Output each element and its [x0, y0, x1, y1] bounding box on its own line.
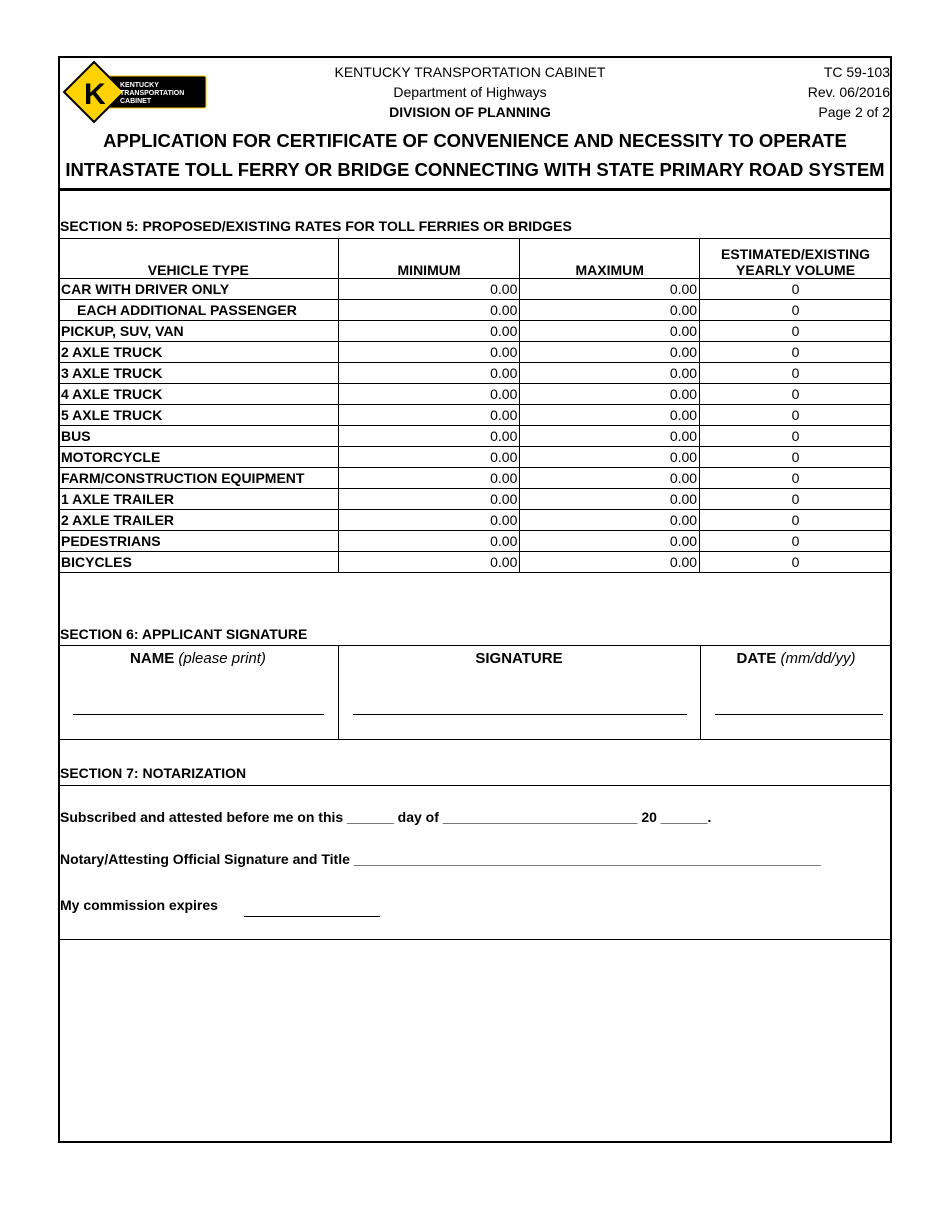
maximum-cell[interactable]: 0.00 [520, 300, 700, 321]
minimum-cell[interactable]: 0.00 [338, 321, 520, 342]
subscribed-statement[interactable]: Subscribed and attested before me on this ______ day of _________________________ 20 ______. [60, 809, 712, 825]
table-row [59, 510, 892, 531]
name-field[interactable] [73, 714, 324, 715]
table-row [59, 426, 892, 447]
volume-cell[interactable]: 0 [700, 300, 892, 321]
table-row [59, 447, 892, 468]
vehicle-type-cell: FARM/CONSTRUCTION EQUIPMENT [59, 468, 339, 489]
svg-text:KENTUCKY: KENTUCKY [120, 82, 159, 89]
volume-cell[interactable]: 0 [700, 531, 892, 552]
vehicle-type-cell: BUS [59, 426, 339, 447]
minimum-cell[interactable]: 0.00 [338, 447, 520, 468]
vehicle-type-cell: 4 AXLE TRUCK [59, 384, 339, 405]
table-row [59, 489, 892, 510]
col-minimum: MINIMUM [338, 239, 520, 279]
volume-cell[interactable]: 0 [700, 342, 892, 363]
maximum-cell[interactable]: 0.00 [520, 510, 700, 531]
signature-label: SIGNATURE [475, 650, 563, 667]
form-title-line2: INTRASTATE TOLL FERRY OR BRIDGE CONNECTING WITH STATE PRIMARY ROAD SYSTEM [65, 159, 885, 180]
table-row [59, 279, 892, 300]
minimum-cell[interactable]: 0.00 [338, 552, 520, 573]
volume-cell[interactable]: 0 [700, 447, 892, 468]
svg-text:CABINET: CABINET [120, 98, 152, 105]
vehicle-type-cell: CAR WITH DRIVER ONLY [59, 279, 339, 300]
maximum-cell[interactable]: 0.00 [520, 552, 700, 573]
table-row [59, 342, 892, 363]
maximum-cell[interactable]: 0.00 [520, 321, 700, 342]
commission-expires-field[interactable] [244, 916, 380, 917]
form-number: TC 59-103 [823, 64, 890, 80]
maximum-cell[interactable]: 0.00 [520, 363, 700, 384]
agency-name: KENTUCKY TRANSPORTATION CABINET [334, 64, 606, 80]
svg-text:K: K [84, 78, 106, 111]
table-row [59, 531, 892, 552]
section5-heading: SECTION 5: PROPOSED/EXISTING RATES FOR TOLL FERRIES OR BRIDGES [60, 218, 572, 234]
volume-cell[interactable]: 0 [700, 405, 892, 426]
minimum-cell[interactable]: 0.00 [338, 279, 520, 300]
maximum-cell[interactable]: 0.00 [520, 384, 700, 405]
minimum-cell[interactable]: 0.00 [338, 489, 520, 510]
signature-field[interactable] [353, 714, 687, 715]
table-row [59, 384, 892, 405]
col-volume: ESTIMATED/EXISTING YEARLY VOLUME [700, 239, 892, 279]
volume-cell[interactable]: 0 [700, 552, 892, 573]
form-title-line1: APPLICATION FOR CERTIFICATE OF CONVENIENCE AND NECESSITY TO OPERATE [103, 130, 847, 151]
name-label: NAME (please print) [130, 650, 266, 667]
revision: Rev. 06/2016 [807, 84, 890, 100]
notary-signature-line[interactable]: Notary/Attesting Official Signature and Title ____________________________________________________________ [60, 851, 821, 867]
vehicle-type-cell: 2 AXLE TRAILER [59, 510, 339, 531]
kytc-logo [62, 60, 212, 124]
table-row [59, 321, 892, 342]
vehicle-type-cell: PICKUP, SUV, VAN [59, 321, 339, 342]
rates-table [58, 238, 892, 573]
division-name: DIVISION OF PLANNING [389, 104, 551, 120]
volume-cell[interactable]: 0 [700, 384, 892, 405]
maximum-cell[interactable]: 0.00 [520, 405, 700, 426]
minimum-cell[interactable]: 0.00 [338, 468, 520, 489]
date-label: DATE (mm/dd/yy) [736, 650, 856, 667]
maximum-cell[interactable]: 0.00 [520, 489, 700, 510]
minimum-cell[interactable]: 0.00 [338, 342, 520, 363]
table-row [59, 363, 892, 384]
maximum-cell[interactable]: 0.00 [520, 468, 700, 489]
volume-cell[interactable]: 0 [700, 510, 892, 531]
section7-heading: SECTION 7: NOTARIZATION [60, 765, 247, 781]
table-row [59, 468, 892, 489]
maximum-cell[interactable]: 0.00 [520, 426, 700, 447]
volume-cell[interactable]: 0 [700, 468, 892, 489]
col-maximum: MAXIMUM [520, 239, 700, 279]
minimum-cell[interactable]: 0.00 [338, 300, 520, 321]
volume-cell[interactable]: 0 [700, 279, 892, 300]
section6-heading: SECTION 6: APPLICANT SIGNATURE [60, 626, 308, 642]
vehicle-type-cell: MOTORCYCLE [59, 447, 339, 468]
commission-expires-label: My commission expires [60, 897, 218, 913]
col-vehicle-type: VEHICLE TYPE [59, 239, 339, 279]
page-number: Page 2 of 2 [818, 104, 890, 120]
maximum-cell[interactable]: 0.00 [520, 279, 700, 300]
minimum-cell[interactable]: 0.00 [338, 384, 520, 405]
volume-cell[interactable]: 0 [700, 321, 892, 342]
volume-cell[interactable]: 0 [700, 363, 892, 384]
department-name: Department of Highways [393, 84, 547, 100]
vehicle-type-cell: BICYCLES [59, 552, 339, 573]
table-row [59, 552, 892, 573]
table-row [59, 405, 892, 426]
vehicle-type-cell: 2 AXLE TRUCK [59, 342, 339, 363]
minimum-cell[interactable]: 0.00 [338, 531, 520, 552]
minimum-cell[interactable]: 0.00 [338, 405, 520, 426]
vehicle-type-cell: 3 AXLE TRUCK [59, 363, 339, 384]
table-row [59, 300, 892, 321]
vehicle-type-cell: EACH ADDITIONAL PASSENGER [59, 300, 339, 321]
maximum-cell[interactable]: 0.00 [520, 531, 700, 552]
minimum-cell[interactable]: 0.00 [338, 426, 520, 447]
svg-text:TRANSPORTATION: TRANSPORTATION [120, 90, 185, 97]
vehicle-type-cell: 1 AXLE TRAILER [59, 489, 339, 510]
volume-cell[interactable]: 0 [700, 489, 892, 510]
vehicle-type-cell: 5 AXLE TRUCK [59, 405, 339, 426]
volume-cell[interactable]: 0 [700, 426, 892, 447]
minimum-cell[interactable]: 0.00 [338, 363, 520, 384]
maximum-cell[interactable]: 0.00 [520, 447, 700, 468]
maximum-cell[interactable]: 0.00 [520, 342, 700, 363]
header-divider [58, 188, 892, 191]
vehicle-type-cell: PEDESTRIANS [59, 531, 339, 552]
minimum-cell[interactable]: 0.00 [338, 510, 520, 531]
date-field[interactable] [715, 714, 883, 715]
